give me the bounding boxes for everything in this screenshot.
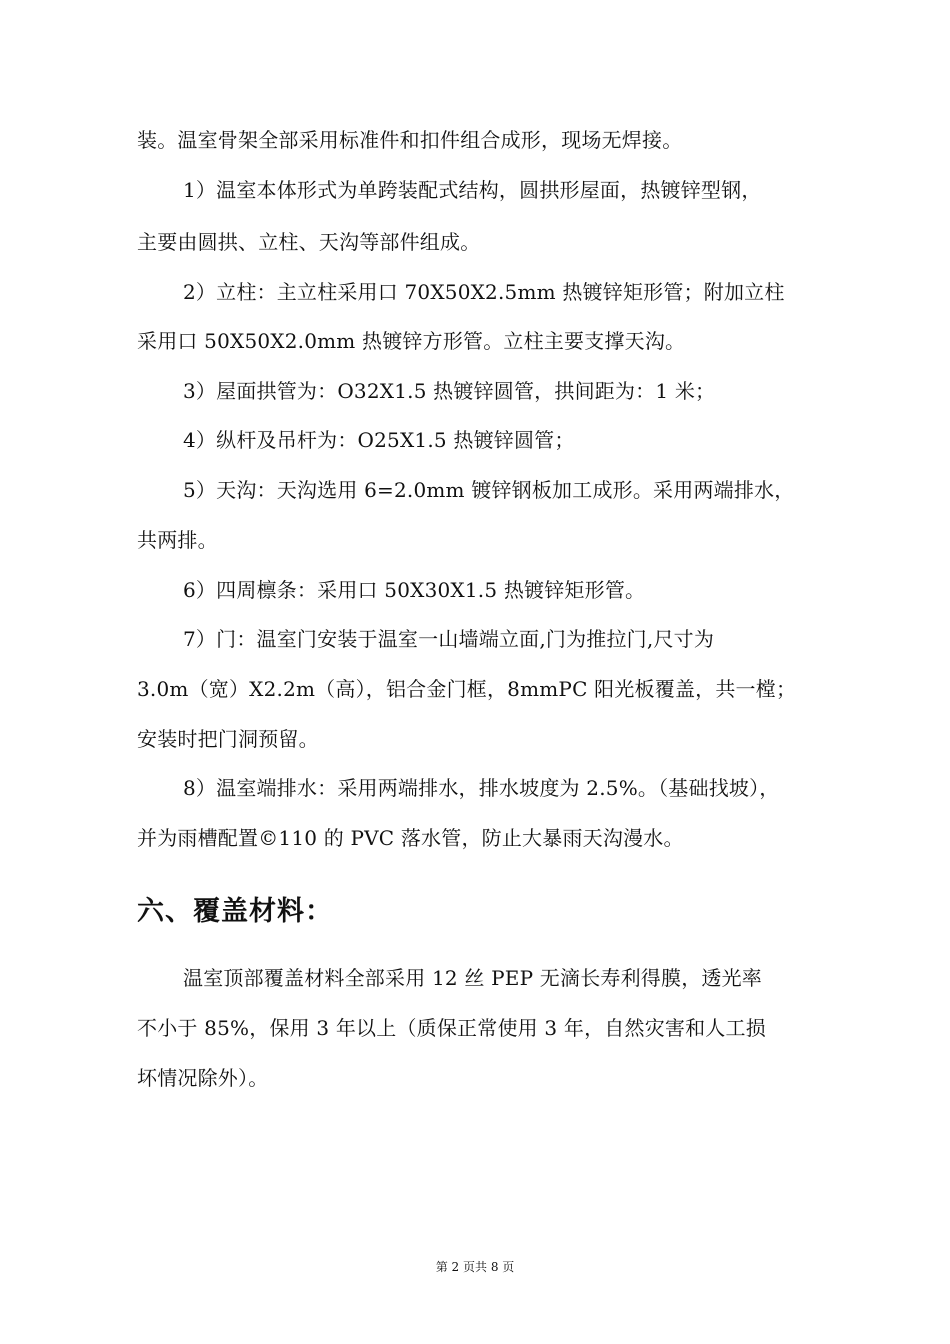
paragraph-line: 装。温室骨架全部采用标准件和扣件组合成形，现场无焊接。: [137, 128, 683, 152]
paragraph-line: 1）温室本体形式为单跨装配式结构，圆拱形屋面，热镀锌型钢，: [183, 178, 762, 202]
paragraph-line: 6）四周檩条：采用口 50X30X1.5 热镀锌矩形管。: [183, 578, 646, 602]
paragraph-line: 4）纵杆及吊杆为：O25X1.5 热镀锌圆管；: [183, 428, 575, 452]
paragraph-line: 坏情况除外）。: [137, 1066, 269, 1090]
paragraph-line: 安装时把门洞预留。: [137, 727, 319, 751]
paragraph-line: 7）门：温室门安装于温室一山墙端立面,门为推拉门,尺寸为: [183, 627, 715, 651]
paragraph-line: 3.0m（宽）X2.2m（高），铝合金门框，8mmPC 阳光板覆盖，共一樘；: [137, 677, 797, 701]
paragraph-line: 温室顶部覆盖材料全部采用 12 丝 PEP 无滴长寿利得膜，透光率: [183, 966, 762, 990]
page-footer: 第 2 页共 8 页: [435, 1260, 515, 1274]
paragraph-line: 共两排。: [137, 528, 218, 552]
paragraph-line: 并为雨槽配置©110 的 PVC 落水管，防止大暴雨天沟漫水。: [137, 826, 684, 850]
paragraph-line: 3）屋面拱管为：O32X1.5 热镀锌圆管，拱间距为：1 米；: [183, 379, 716, 403]
paragraph-line: 5）天沟：天沟选用 6=2.0mm 镀锌钢板加工成形。采用两端排水，: [183, 478, 795, 502]
paragraph-line: 采用口 50X50X2.0mm 热镀锌方形管。立柱主要支撑天沟。: [137, 329, 686, 353]
section-heading: 六、覆盖材料：: [137, 896, 333, 927]
paragraph-line: 不小于 85%，保用 3 年以上（质保正常使用 3 年，自然灾害和人工损: [137, 1016, 766, 1040]
paragraph-line: 主要由圆拱、立柱、天沟等部件组成。: [137, 230, 481, 254]
paragraph-line: 8）温室端排水：采用两端排水，排水坡度为 2.5%。（基础找坡），: [183, 776, 780, 800]
paragraph-line: 2）立柱：主立柱采用口 70X50X2.5mm 热镀锌矩形管；附加立柱: [183, 280, 785, 304]
